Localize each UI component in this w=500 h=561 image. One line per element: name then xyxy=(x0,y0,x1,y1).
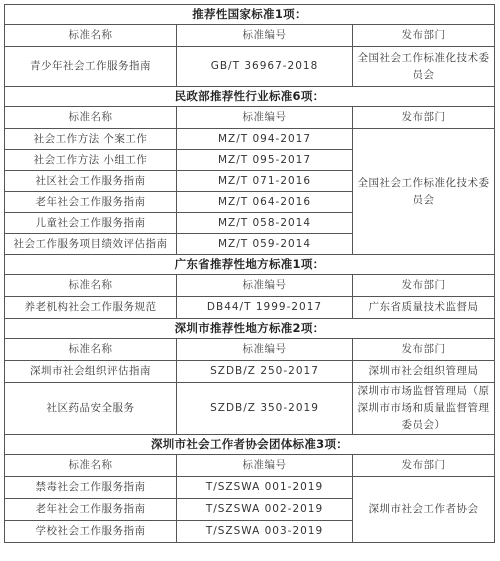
standard-name: 社会工作方法 个案工作 xyxy=(5,129,177,150)
header-code: 标准编号 xyxy=(177,275,353,297)
table-row xyxy=(5,361,495,383)
section-title-row xyxy=(5,255,495,275)
standard-name: 深圳市社会组织评估指南 xyxy=(5,361,177,383)
header-dept: 发布部门 xyxy=(353,455,495,477)
section-title-guangdong: 广东省推荐性地方标准1项： xyxy=(5,255,495,275)
standard-code: T/SZSWA 001-2019 xyxy=(177,477,353,499)
standard-dept: 全国社会工作标准化技术委员会 xyxy=(353,129,495,255)
standard-code: GB/T 36967-2018 xyxy=(177,47,353,87)
header-dept: 发布部门 xyxy=(353,275,495,297)
header-dept: 发布部门 xyxy=(353,25,495,47)
table-row xyxy=(5,477,495,499)
standard-dept: 深圳市社会工作者协会 xyxy=(353,477,495,543)
header-code: 标准编号 xyxy=(177,107,353,129)
header-name: 标准名称 xyxy=(5,339,177,361)
standard-code: SZDB/Z 350-2019 xyxy=(177,383,353,435)
section-title-shenzhen: 深圳市推荐性地方标准2项： xyxy=(5,319,495,339)
standard-code: MZ/T 058-2014 xyxy=(177,213,353,234)
header-code: 标准编号 xyxy=(177,25,353,47)
standard-code: MZ/T 095-2017 xyxy=(177,150,353,171)
header-name: 标准名称 xyxy=(5,455,177,477)
standard-code: MZ/T 094-2017 xyxy=(177,129,353,150)
standard-name: 学校社会工作服务指南 xyxy=(5,521,177,543)
section-title-row xyxy=(5,87,495,107)
header-row xyxy=(5,339,495,361)
table-row xyxy=(5,383,495,435)
standard-name: 禁毒社会工作服务指南 xyxy=(5,477,177,499)
standard-code: T/SZSWA 003-2019 xyxy=(177,521,353,543)
header-code: 标准编号 xyxy=(177,455,353,477)
standard-name: 社区药品安全服务 xyxy=(5,383,177,435)
header-name: 标准名称 xyxy=(5,25,177,47)
section-title-row xyxy=(5,319,495,339)
standards-document xyxy=(4,4,494,543)
standard-dept: 广东省质量技术监督局 xyxy=(353,297,495,319)
standard-name: 老年社会工作服务指南 xyxy=(5,192,177,213)
standard-code: MZ/T 064-2016 xyxy=(177,192,353,213)
header-dept: 发布部门 xyxy=(353,107,495,129)
standard-name: 儿童社会工作服务指南 xyxy=(5,213,177,234)
table-row xyxy=(5,47,495,87)
standard-name: 青少年社会工作服务指南 xyxy=(5,47,177,87)
standard-name: 社会工作方法 小组工作 xyxy=(5,150,177,171)
section-title-association: 深圳市社会工作者协会团体标准3项： xyxy=(5,435,495,455)
standard-name: 老年社会工作服务指南 xyxy=(5,499,177,521)
header-name: 标准名称 xyxy=(5,275,177,297)
header-name: 标准名称 xyxy=(5,107,177,129)
standard-name: 社会工作服务项目绩效评估指南 xyxy=(5,234,177,255)
section-title-row xyxy=(5,5,495,25)
standard-code: DB44/T 1999-2017 xyxy=(177,297,353,319)
header-row xyxy=(5,107,495,129)
header-row xyxy=(5,25,495,47)
standard-dept: 深圳市市场监督管理局（原深圳市市场和质量监督管理委员会） xyxy=(353,383,495,435)
standard-name: 社区社会工作服务指南 xyxy=(5,171,177,192)
standard-dept: 全国社会工作标准化技术委员会 xyxy=(353,47,495,87)
header-dept: 发布部门 xyxy=(353,339,495,361)
header-row xyxy=(5,275,495,297)
standard-code: SZDB/Z 250-2017 xyxy=(177,361,353,383)
section-title-ministry: 民政部推荐性行业标准6项： xyxy=(5,87,495,107)
standard-code: MZ/T 071-2016 xyxy=(177,171,353,192)
section-title-national: 推荐性国家标准1项： xyxy=(5,5,495,25)
standards-table xyxy=(4,4,495,543)
section-title-row xyxy=(5,435,495,455)
table-row xyxy=(5,297,495,319)
standard-name: 养老机构社会工作服务规范 xyxy=(5,297,177,319)
standard-dept: 深圳市社会组织管理局 xyxy=(353,361,495,383)
standard-code: MZ/T 059-2014 xyxy=(177,234,353,255)
header-row xyxy=(5,455,495,477)
standard-code: T/SZSWA 002-2019 xyxy=(177,499,353,521)
table-row xyxy=(5,129,495,150)
header-code: 标准编号 xyxy=(177,339,353,361)
